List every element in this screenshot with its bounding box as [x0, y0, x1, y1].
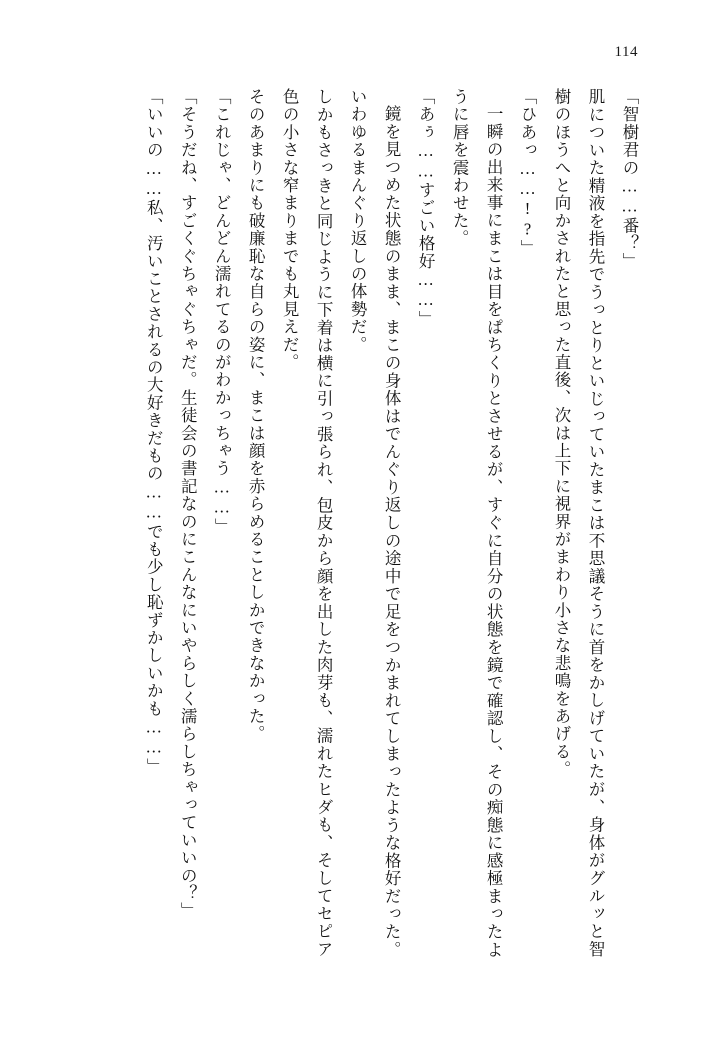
paragraph: 「そうだね、すごくぐちゃぐちゃだ。生徒会の書記なのにこんなにいやらしく濡らしちゃっていいの？」 [178, 88, 198, 920]
paragraph: 肌についた精液を指先でうっとりといじっていたまこは不思議そうに首をかしげていたが、身体がグルッと智樹のほうへと向かされたと思った直後、次は上下に視界がまわり小さな悲鳴をあげる。 [552, 88, 606, 958]
paragraph: 鏡を見つめた状態のまま、まこの身体はでんぐり返しの途中で足をつかまれてしまったような格好だった。いわゆるまんぐり返しの体勢だ。 [348, 88, 402, 958]
paragraph: しかもさっきと同じように下着は横に引っ張られ、包皮から顔を出した肉芽も、濡れたヒダも、そしてセピア色の小さな窄まりまでも丸見えだ。 [280, 88, 334, 958]
page-body-text [86, 88, 646, 958]
page-number: 114 [614, 44, 638, 60]
paragraph: そのあまりにも破廉恥な自らの姿に、まこは顔を赤らめることしかできなかった。 [246, 88, 266, 743]
paragraph: 「ひあっ……!?」 [518, 88, 538, 258]
paragraph: 「智樹君の……番？」 [620, 88, 639, 270]
paragraph: 「いいの……私、汚いことされるの大好きだもの……でも少し恥ずかしいかも……」 [144, 88, 164, 776]
paragraph: 一瞬の出来事にまこは目をぱちくりとさせるが、すぐに自分の状態を鏡で確認し、その痴態に感極まったように唇を震わせた。 [450, 88, 504, 958]
paragraph: 「あぅ……すごい格好……」 [416, 88, 436, 329]
paragraph: 「これじゃ、どんどん濡れてるのがわかっちゃう……」 [212, 88, 232, 536]
